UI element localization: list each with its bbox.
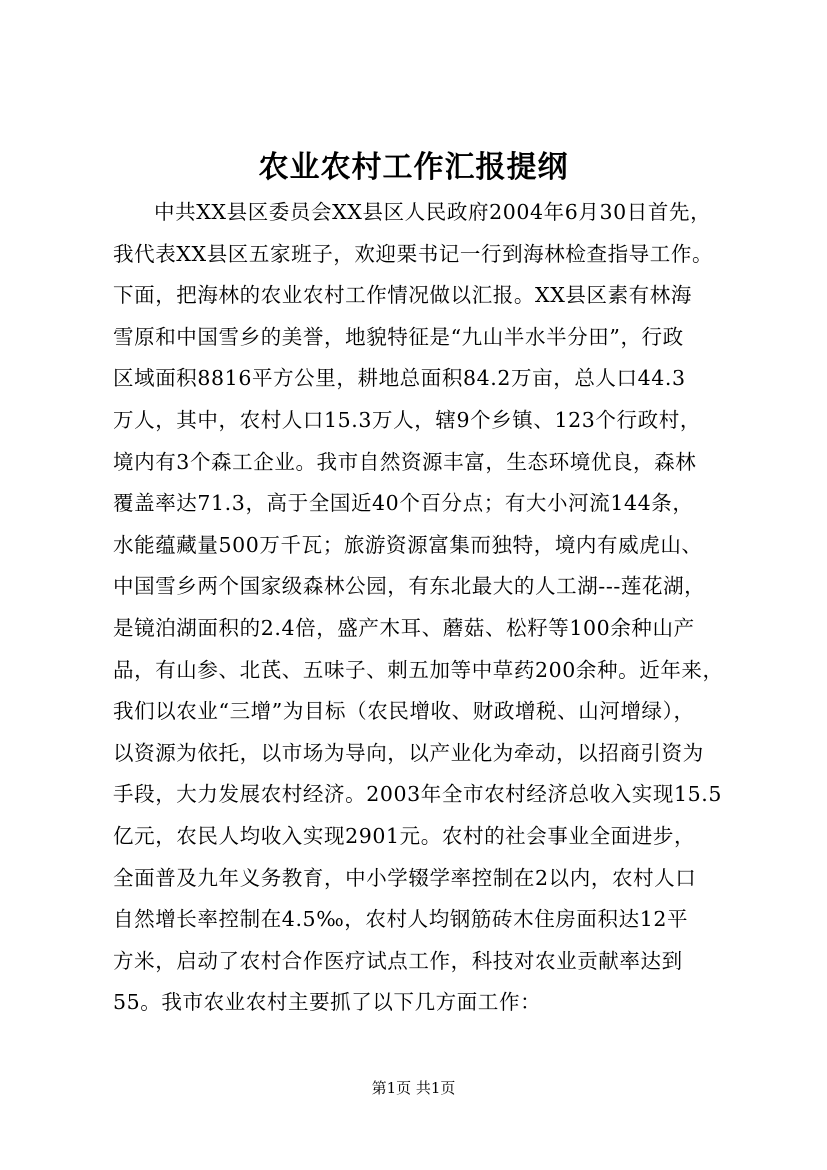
body-line: 品，有山参、北芪、五味子、刺五加等中草药200余种。近年来， <box>113 657 724 682</box>
body-line: 中共XX县区委员会XX县区人民政府2004年6月30日首先， <box>154 200 712 224</box>
body-line: 我代表XX县区五家班子，欢迎栗书记一行到海林检查指导工作。 <box>113 241 714 266</box>
body-line: 雪原和中国雪乡的美誉，地貌特征是“九山半水半分田”，行政 <box>113 324 684 349</box>
body-line: 境内有3个森工企业。我市自然资源丰富，生态环境优良，森林 <box>113 449 697 474</box>
body-line: 55。我市农业农村主要抓了以下几方面工作： <box>113 990 542 1015</box>
body-line: 我们以农业“三增”为目标（农民增收、财政增税、山河增绿）， <box>113 699 695 724</box>
body-line: 覆盖率达71.3，高于全国近40个百分点；有大小河流144条， <box>113 491 694 516</box>
page-footer: 第1页 共1页 <box>371 1079 456 1097</box>
body-line: 中国雪乡两个国家级森林公园，有东北最大的人工湖---莲花湖， <box>113 574 706 599</box>
body-line: 自然增长率控制在4.5‰，农村人均钢筋砖木住房面积达12平 <box>113 907 689 932</box>
document-title: 农业农村工作汇报提纲 <box>258 150 569 185</box>
body-line: 手段，大力发展农村经济。2003年全市农村经济总收入实现15.5 <box>113 782 723 807</box>
body-line: 以资源为依托，以市场为导向，以产业化为牵动，以招商引资为 <box>113 740 704 765</box>
body-line: 水能蕴藏量500万千瓦；旅游资源富集而独特，境内有威虎山、 <box>113 532 703 557</box>
body-line: 全面普及九年义务教育，中小学辍学率控制在2以内，农村人口 <box>113 865 697 890</box>
body-line: 是镜泊湖面积的2.4倍，盛产木耳、蘑菇、松籽等100余种山产 <box>113 615 695 640</box>
document-body <box>113 192 753 1024</box>
body-line: 下面，把海林的农业农村工作情况做以汇报。XX县区素有林海 <box>113 283 692 308</box>
body-line: 万人，其中，农村人口15.3万人，辖9个乡镇、123个行政村， <box>113 407 701 432</box>
body-line: 区域面积8816平方公里，耕地总面积84.2万亩，总人口44.3 <box>113 366 686 391</box>
body-line: 方米，启动了农村合作医疗试点工作，科技对农业贡献率达到 <box>113 948 683 973</box>
body-line: 亿元，农民人均收入实现2901元。农村的社会事业全面进步， <box>113 823 696 848</box>
